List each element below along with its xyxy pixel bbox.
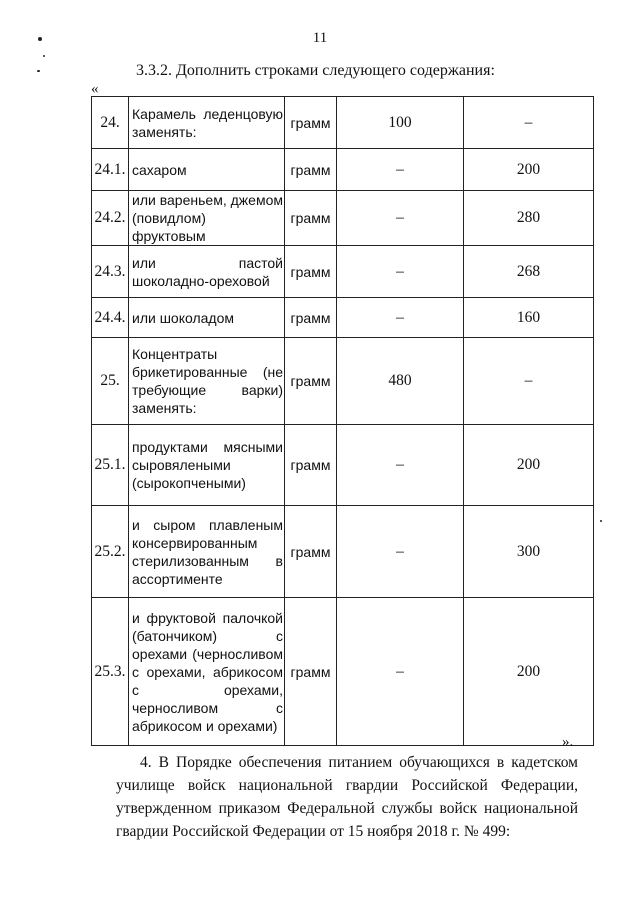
value-norm: – bbox=[337, 298, 464, 338]
row-number: 25.1. bbox=[92, 425, 129, 506]
row-number: 24.2. bbox=[92, 191, 129, 246]
unit: грамм bbox=[285, 149, 337, 191]
value-norm: – bbox=[337, 149, 464, 191]
row-number: 25.2. bbox=[92, 506, 129, 598]
scan-speck bbox=[600, 520, 602, 522]
product-name: продуктами мясными сыровялеными (сырокопчеными) bbox=[129, 425, 285, 506]
unit: грамм bbox=[285, 425, 337, 506]
table-row bbox=[92, 191, 594, 246]
product-name: или вареньем, джемом (повидлом) фруктовым bbox=[129, 191, 285, 246]
product-name: Карамель леденцовую заменять: bbox=[129, 97, 285, 149]
scan-speck bbox=[37, 70, 40, 72]
unit: грамм bbox=[285, 598, 337, 746]
value-replacement: 200 bbox=[464, 598, 594, 746]
value-replacement: 300 bbox=[464, 506, 594, 598]
paragraph-text: 4. В Порядке обеспечения питанием обучающихся в кадетском училище войск национальной гвардии Российской Федерации, утвержденном приказом Федеральной службы войск национальной гвардии Российской Федерации от 15 ноября 2018 г. № 499: bbox=[116, 754, 578, 840]
value-replacement: 160 bbox=[464, 298, 594, 338]
scan-speck bbox=[43, 55, 45, 57]
row-number: 24.4. bbox=[92, 298, 129, 338]
value-norm: – bbox=[337, 425, 464, 506]
row-number: 25.3. bbox=[92, 598, 129, 746]
value-norm: 480 bbox=[337, 338, 464, 425]
product-name: или шоколадом bbox=[129, 298, 285, 338]
product-name: и фруктовой палочкой (батончиком) с орехами (черносливом с орехами, абрикосом с орехами, черносливом с абрикосом и орехами) bbox=[129, 598, 285, 746]
value-replacement: 200 bbox=[464, 425, 594, 506]
table-row bbox=[92, 246, 594, 298]
norms-table bbox=[91, 96, 594, 746]
open-quote: « bbox=[91, 81, 99, 97]
value-norm: 100 bbox=[337, 97, 464, 149]
value-replacement: 268 bbox=[464, 246, 594, 298]
product-name: и сыром плавленым консервированным стерилизованным в ассортименте bbox=[129, 506, 285, 598]
value-replacement: 280 bbox=[464, 191, 594, 246]
table-row bbox=[92, 298, 594, 338]
value-replacement: – bbox=[464, 338, 594, 425]
table-row bbox=[92, 598, 594, 746]
unit: грамм bbox=[285, 191, 337, 246]
value-norm: – bbox=[337, 506, 464, 598]
unit: грамм bbox=[285, 506, 337, 598]
section-intro: 3.3.2. Дополнить строками следующего содержания: bbox=[136, 62, 495, 79]
row-number: 24. bbox=[92, 97, 129, 149]
close-quote: ». bbox=[562, 734, 574, 750]
unit: грамм bbox=[285, 298, 337, 338]
table-row bbox=[92, 425, 594, 506]
row-number: 24.3. bbox=[92, 246, 129, 298]
value-norm: – bbox=[337, 598, 464, 746]
value-replacement: 200 bbox=[464, 149, 594, 191]
table-row bbox=[92, 149, 594, 191]
unit: грамм bbox=[285, 246, 337, 298]
value-norm: – bbox=[337, 191, 464, 246]
paragraph-4 bbox=[116, 751, 578, 843]
unit: грамм bbox=[285, 97, 337, 149]
table-row bbox=[92, 506, 594, 598]
table-row bbox=[92, 338, 594, 425]
table-row bbox=[92, 97, 594, 149]
value-norm: – bbox=[337, 246, 464, 298]
row-number: 24.1. bbox=[92, 149, 129, 191]
product-name: Концентраты брикетированные (не требующие варки) заменять: bbox=[129, 338, 285, 425]
page-number: 11 bbox=[312, 30, 328, 46]
product-name: или пастой шоколадно-ореховой bbox=[129, 246, 285, 298]
unit: грамм bbox=[285, 338, 337, 425]
product-name: сахаром bbox=[129, 149, 285, 191]
value-replacement: – bbox=[464, 97, 594, 149]
row-number: 25. bbox=[92, 338, 129, 425]
